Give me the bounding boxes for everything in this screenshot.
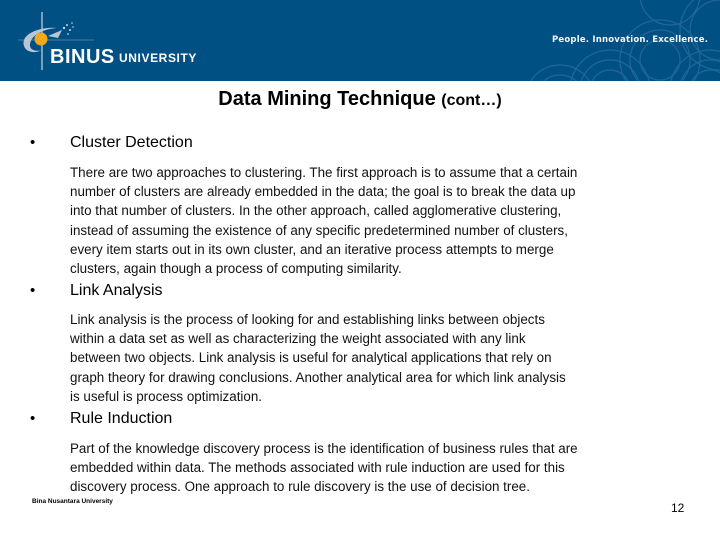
paragraph-line: clusters, again though a process of computing similarity. [70, 261, 402, 277]
tagline: People. Innovation. Excellence. [552, 35, 709, 45]
paragraph-line: instead of assuming the existence of any specific predetermined number of clusters, [70, 222, 568, 238]
section-paragraph [70, 439, 690, 497]
page-number: 12 [671, 501, 685, 515]
paragraph-line: Link analysis is the process of looking for and establishing links between objects [70, 312, 545, 327]
logo-university-text: UNIVERSITY [119, 51, 198, 65]
paragraph-line: There are two approaches to clustering. The first approach is to assume that a certain [70, 165, 578, 180]
slide-title [0, 88, 720, 111]
section-paragraph [70, 310, 690, 406]
logo-wordmark: BINUS [50, 46, 115, 68]
footer-organization: Bina Nusantara University [32, 498, 113, 505]
header-banner [0, 0, 720, 81]
paragraph-line: is useful is process optimization. [70, 388, 263, 404]
paragraph-line: number of clusters are already embedded in the data; the goal is to break the data up [70, 184, 576, 200]
section-paragraph [70, 163, 690, 278]
section-heading: Link Analysis [70, 282, 163, 299]
bullet-icon: • [30, 282, 36, 299]
title-main: Data Mining Technique [218, 88, 436, 110]
title-suffix: (cont…) [441, 92, 502, 109]
bullet-icon: • [30, 410, 36, 427]
paragraph-line: discovery process. One approach to rule discovery is the use of decision tree. [70, 479, 530, 495]
paragraph-line: embedded within data. The methods associated with rule induction are used for this [70, 460, 565, 476]
paragraph-line: within a data set as well as characterizing the weight associated with any link [70, 331, 526, 347]
paragraph-line: Part of the knowledge discovery process is the identification of business rules that are [70, 441, 578, 456]
paragraph-line: between two objects. Link analysis is useful for analytical applications that rely on [70, 350, 552, 366]
bullet-icon: • [30, 134, 36, 151]
section-heading: Rule Induction [70, 410, 173, 427]
paragraph-line: every item starts out in its own cluster, and an iterative process attempts to merge [70, 241, 554, 257]
paragraph-line: into that number of clusters. In the other approach, called agglomerative clustering, [70, 203, 562, 219]
paragraph-line: graph theory for drawing conclusions. Another analytical area for which link analysis [70, 369, 566, 385]
section-heading: Cluster Detection [70, 134, 193, 151]
